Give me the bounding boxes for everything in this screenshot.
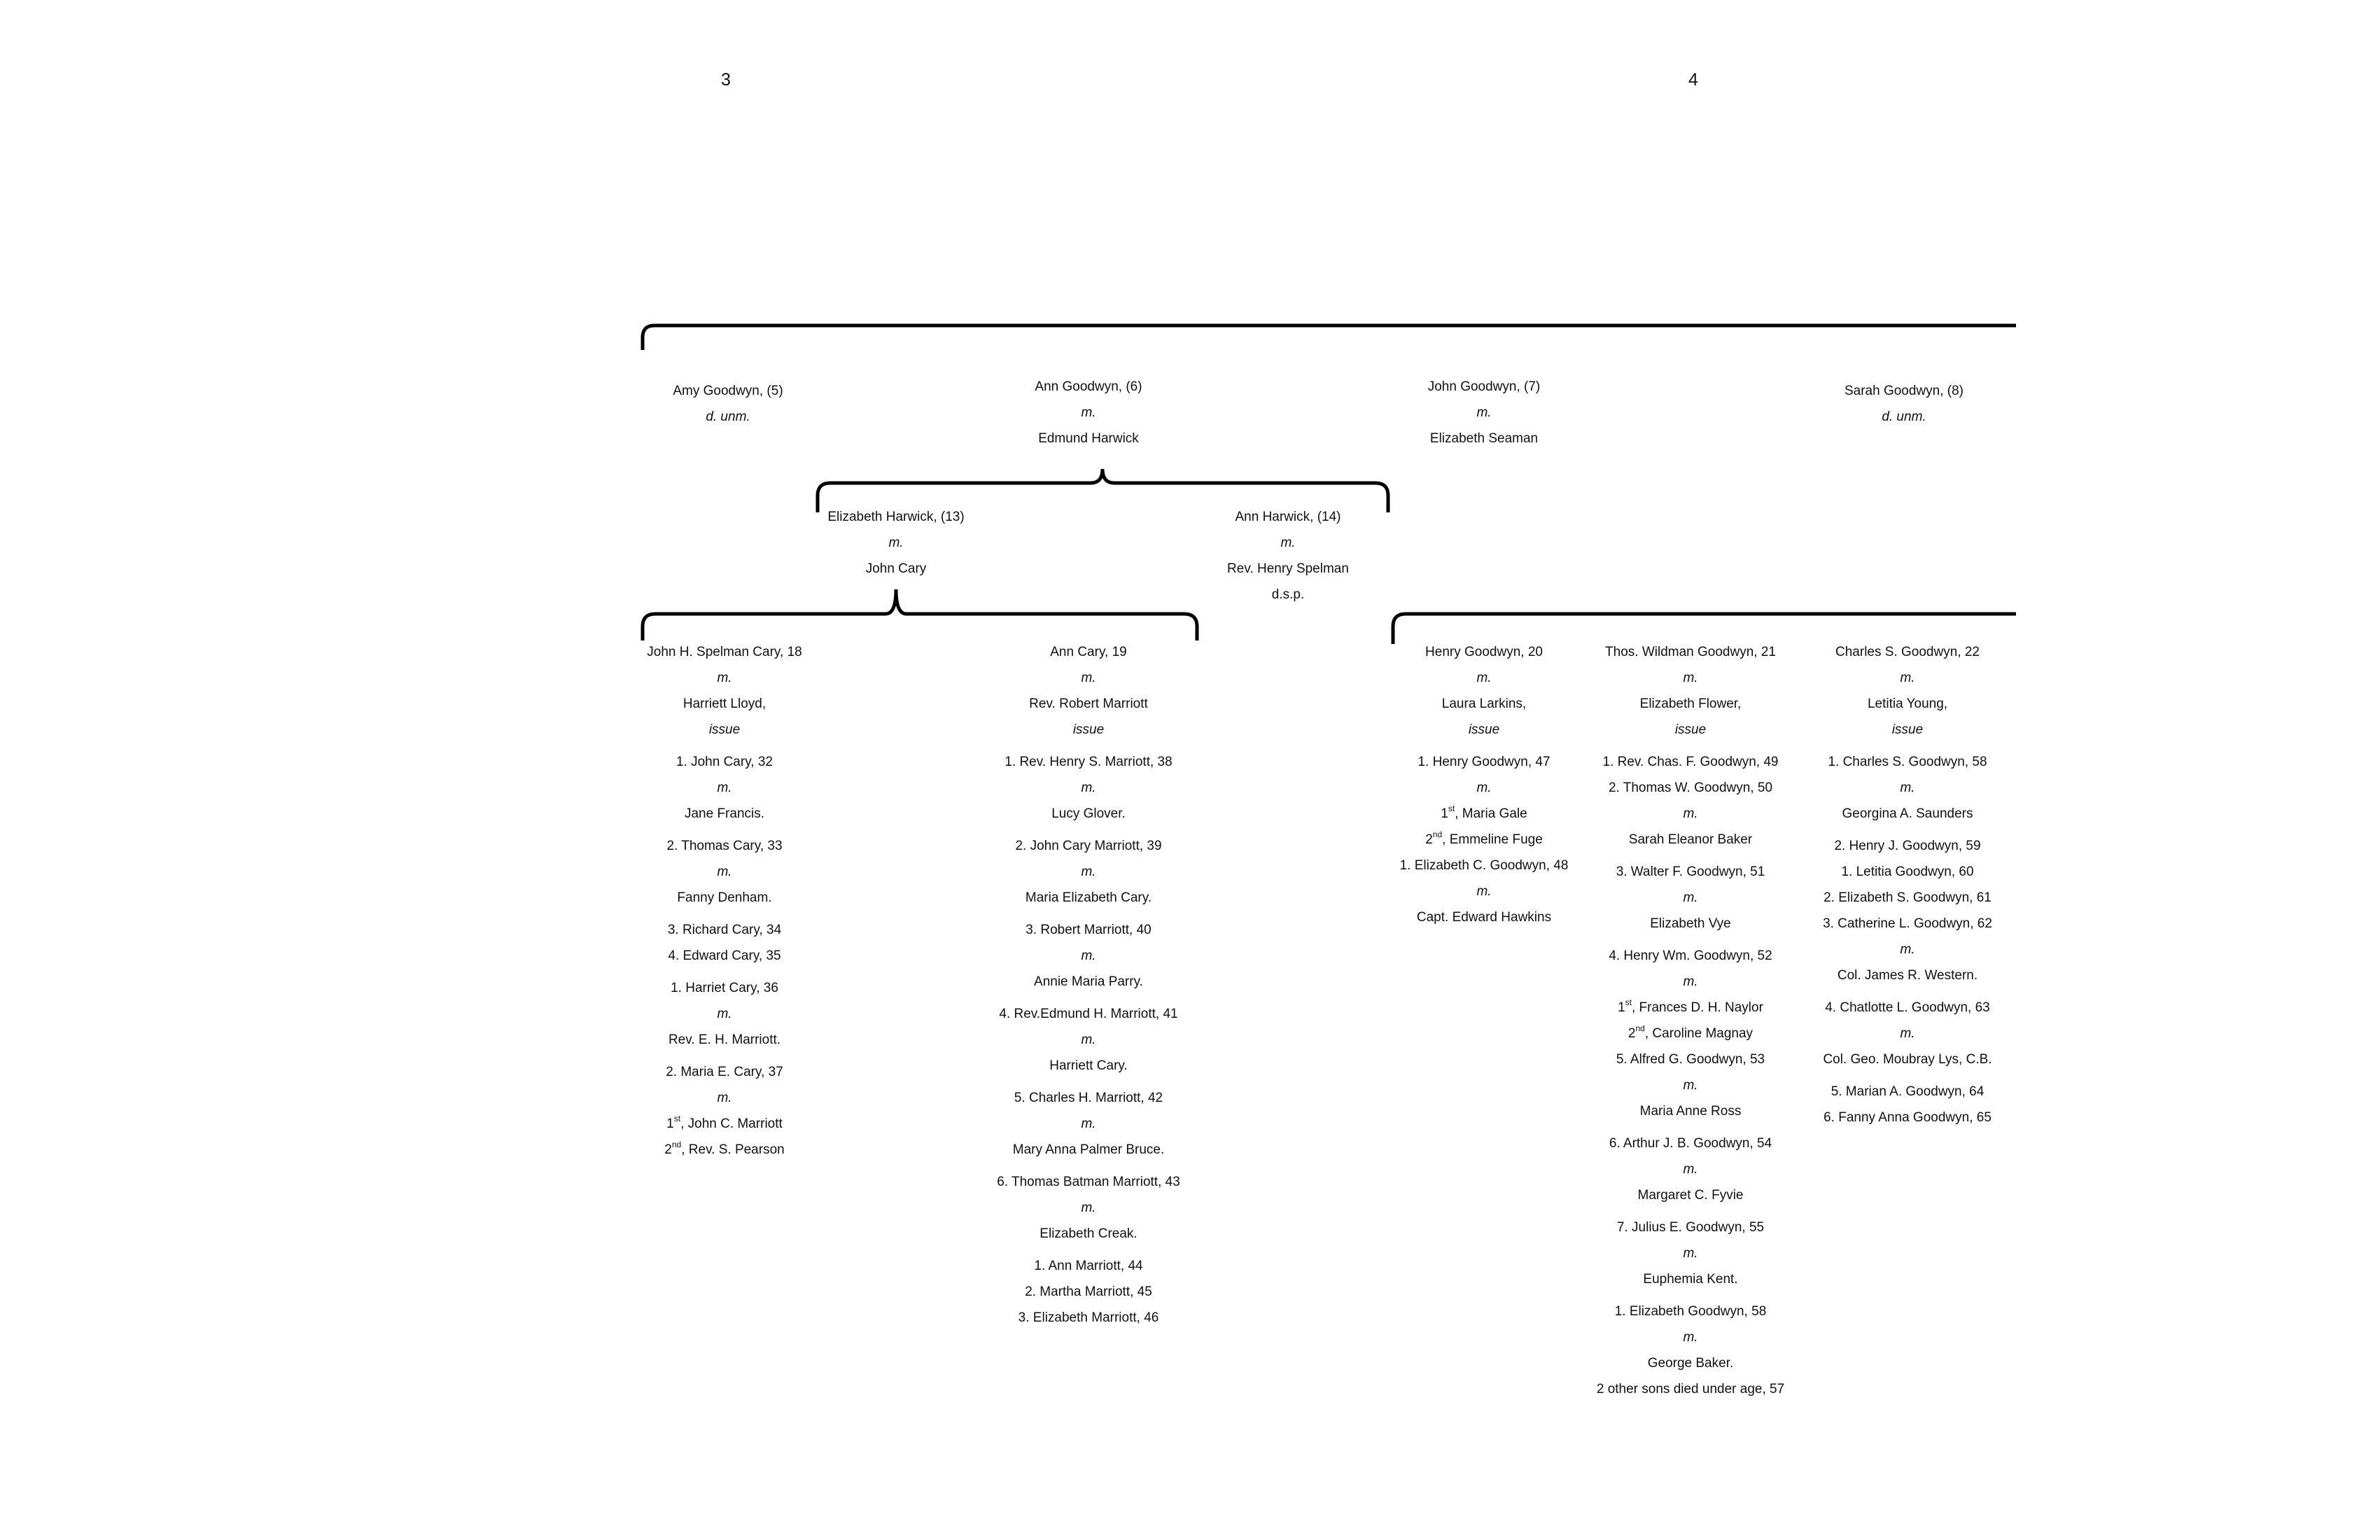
child-name: 2. John Cary Marriott, 39 [1015,839,1162,853]
married-marker: m. [717,780,732,795]
child-name: 2. Maria E. Cary, 37 [666,1065,783,1079]
spouse: Euphemia Kent. [1643,1272,1738,1287]
child-name: 3. Richard Cary, 34 [667,923,782,937]
married-marker: m. [888,536,904,550]
issue-label: issue [1674,722,1707,737]
name: Ann Goodwyn, (6) [1035,379,1142,394]
child-name: 3. Elizabeth Marriott, 46 [1018,1310,1159,1325]
married-marker: m. [1476,780,1492,795]
child-name: 2. Thomas Cary, 33 [666,839,783,853]
child-name: 2. Henry J. Goodwyn, 59 [1834,839,1981,853]
child-name: 1. Henry Goodwyn, 47 [1418,755,1550,769]
spouse: John Cary [865,561,927,576]
spouse: Laura Larkins, [1441,696,1527,711]
spouse: Capt. Edward Hawkins [1416,910,1552,925]
spouse: Col. James R. Western. [1837,968,1978,983]
note: d. unm. [706,410,750,424]
child-name: 1. Ann Marriott, 44 [1034,1259,1143,1273]
child-name: 4. Edward Cary, 35 [668,948,781,963]
married-marker: m. [1081,1116,1096,1131]
person-amy-goodwyn [658,378,798,430]
married-marker: m. [1683,671,1698,685]
page-number-right: 4 [1688,70,1698,90]
family-ann-cary [980,639,1197,1331]
note: 2 other sons died under age, 57 [1596,1382,1785,1396]
married-marker: m. [1683,1162,1698,1177]
married-marker: m. [1081,948,1096,963]
spouse: Col. Geo. Moubray Lys, C.B. [1823,1052,1992,1067]
spouse: 1st, John C. Marriott [666,1114,783,1131]
spouse: George Baker. [1647,1356,1734,1371]
issue-label: issue [1891,722,1924,737]
spouse: Elizabeth Flower, [1639,696,1742,711]
married-marker: m. [1476,671,1492,685]
spouse: Lucy Glover. [1051,806,1126,821]
spouse: Elizabeth Seaman [1429,431,1539,446]
spouse: Maria Elizabeth Cary. [1025,890,1152,905]
child-name: 5. Marian A. Goodwyn, 64 [1830,1084,1984,1099]
married-marker: m. [1280,536,1296,550]
spouse: Edmund Harwick [1038,431,1139,446]
name: Sarah Goodwyn, (8) [1844,384,1964,398]
married-marker: m. [1081,1032,1096,1047]
name: Henry Goodwyn, 20 [1425,645,1543,659]
child-name: 5. Alfred G. Goodwyn, 53 [1616,1052,1765,1067]
child-name: 5. Charles H. Marriott, 42 [1014,1091,1163,1105]
spouse: Annie Maria Parry. [1034,974,1143,989]
family-thos-wildman-goodwyn [1586,639,1795,1402]
spouse: Mary Anna Palmer Bruce. [1012,1142,1165,1157]
name: John Goodwyn, (7) [1427,379,1541,394]
married-marker: m. [1476,405,1492,420]
note: d.s.p. [1271,587,1305,602]
spouse: Elizabeth Vye [1650,916,1731,931]
child-name: 1. Elizabeth C. Goodwyn, 48 [1399,858,1569,873]
child-name: 6. Fanny Anna Goodwyn, 65 [1823,1110,1991,1125]
family-henry-goodwyn [1382,639,1586,930]
married-marker: m. [1081,780,1096,795]
child-name: 2. Elizabeth S. Goodwyn, 61 [1823,890,1991,905]
name: Thos. Wildman Goodwyn, 21 [1605,645,1776,659]
child-name: 1. Elizabeth Goodwyn, 58 [1614,1304,1767,1319]
name: Amy Goodwyn, (5) [673,384,783,398]
name: Elizabeth Harwick, (13) [827,510,965,524]
name: John H. Spelman Cary, 18 [647,645,802,659]
name: Ann Harwick, (14) [1235,510,1341,524]
child-name: 1. Rev. Henry S. Marriott, 38 [1004,755,1172,769]
spouse: 2nd, Emmeline Fuge [1425,830,1543,847]
child-name: 3. Catherine L. Goodwyn, 62 [1823,916,1992,931]
spouse: Margaret C. Fyvie [1637,1188,1744,1203]
married-marker: m. [1683,806,1698,821]
child-name: 1. Harriet Cary, 36 [671,981,778,995]
spouse: Fanny Denham. [677,890,772,905]
married-marker: m. [1683,1078,1698,1093]
spouse: Georgina A. Saunders [1842,806,1973,821]
child-name: 6. Arthur J. B. Goodwyn, 54 [1609,1136,1772,1151]
bracket-generation-1 [643,326,2016,350]
name: Ann Cary, 19 [1050,645,1127,659]
spouse: 2nd, Caroline Magnay [1628,1023,1754,1041]
married-marker: m. [1900,671,1915,685]
child-name: 4. Henry Wm. Goodwyn, 52 [1609,948,1772,963]
issue-label: issue [708,722,741,737]
child-name: 4. Rev.Edmund H. Marriott, 41 [999,1007,1178,1021]
child-name: 1. Letitia Goodwyn, 60 [1841,864,1974,879]
note: d. unm. [1882,410,1926,424]
married-marker: m. [1081,671,1096,685]
child-name: 4. Chatlotte L. Goodwyn, 63 [1825,1000,1990,1015]
bracket-cary-children [643,589,1197,640]
child-name: 1. Charles S. Goodwyn, 58 [1828,755,1987,769]
married-marker: m. [1476,884,1492,899]
spouse: Sarah Eleanor Baker [1628,832,1753,847]
spouse: Jane Francis. [684,806,765,821]
married-marker: m. [717,1007,732,1021]
child-name: 3. Robert Marriott, 40 [1026,923,1152,937]
child-name: 3. Walter F. Goodwyn, 51 [1616,864,1765,879]
family-charles-s-goodwyn [1802,639,2012,1130]
spouse: 1st, Frances D. H. Naylor [1618,997,1763,1015]
page-number-left: 3 [721,70,731,90]
spouse: 1st, Maria Gale [1441,804,1527,821]
married-marker: m. [1081,1200,1096,1215]
name: Charles S. Goodwyn, 22 [1835,645,1980,659]
married-marker: m. [1683,1246,1698,1261]
spouse: Rev. Henry Spelman [1227,561,1349,576]
married-marker: m. [1683,1330,1698,1345]
person-elizabeth-harwick [798,504,994,582]
married-marker: m. [1900,942,1915,957]
spouse: Harriett Lloyd, [682,696,766,711]
married-marker: m. [717,864,732,879]
spouse: Rev. Robert Marriott [1029,696,1148,711]
married-marker: m. [1900,780,1915,795]
child-name: 6. Thomas Batman Marriott, 43 [997,1175,1180,1189]
married-marker: m. [1683,890,1698,905]
issue-label: issue [1072,722,1105,737]
person-ann-goodwyn [1018,374,1158,451]
spouse: Harriett Cary. [1049,1058,1128,1073]
spouse: Letitia Young, [1867,696,1948,711]
child-name: 7. Julius E. Goodwyn, 55 [1616,1220,1765,1235]
married-marker: m. [1081,864,1096,879]
spouse: Elizabeth Creak. [1040,1226,1138,1241]
married-marker: m. [717,1091,732,1105]
spouse: Rev. E. H. Marriott. [668,1032,781,1047]
child-name: 2. Martha Marriott, 45 [1025,1284,1152,1299]
person-sarah-goodwyn [1834,378,1974,430]
spouse: 2nd, Rev. S. Pearson [664,1140,785,1157]
married-marker: m. [1081,405,1096,420]
child-name: 1. Rev. Chas. F. Goodwyn, 49 [1602,755,1779,769]
person-ann-harwick [1190,504,1386,608]
child-name: 2. Thomas W. Goodwyn, 50 [1608,780,1773,795]
child-name: 1. John Cary, 32 [676,755,773,769]
married-marker: m. [717,671,732,685]
spouse: Maria Anne Ross [1639,1104,1742,1119]
family-john-h-spelman-cary [626,639,822,1163]
person-john-goodwyn [1414,374,1554,451]
married-marker: m. [1683,974,1698,989]
married-marker: m. [1900,1026,1915,1041]
issue-label: issue [1468,722,1500,737]
